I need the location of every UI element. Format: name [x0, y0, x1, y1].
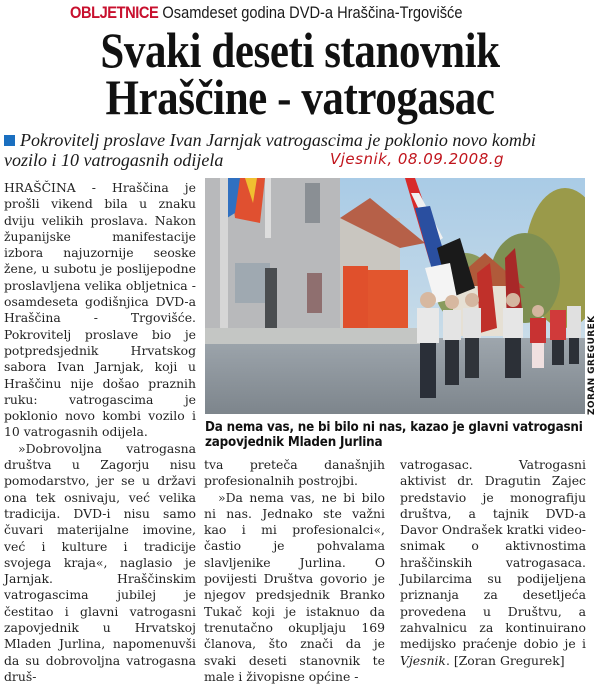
deck-text: Pokrovitelj proslave Ivan Jarnjak vatrogascima je poklonio novo kombi vozilo i 10 vatrogasnih odijela — [4, 130, 536, 170]
photo-credit-text: ZORAN GREGUREK — [587, 315, 597, 415]
section-tag: OBLJETNICE — [70, 3, 159, 22]
article-column-3 — [400, 457, 586, 669]
square-bullet-icon — [4, 135, 15, 146]
article-photo — [205, 178, 585, 414]
photo-credit — [585, 290, 600, 415]
byline: . [Zoran Gregurek] — [445, 652, 565, 668]
headline-line-1: Svaki deseti stanovnik — [100, 22, 500, 78]
article-column-1 — [4, 180, 196, 685]
paragraph — [400, 457, 586, 669]
paragraph: tva preteča današnjih profesionalnih postrojbi. — [204, 457, 385, 489]
road — [205, 338, 585, 414]
paragraph: »Dobrovoljna vatrogasna društva u Zagorju nisu pomodarstvo, jer se u državi ona tek osnivaju, već velika tradicija. DVD-i nisu samo čuvari materijalne imovine, već i kulture i tradicije svojega kraja«, naglasio je Jarnjak. Hraščinskim vatrogascima jubilej je čestitao i glavni vatrogasni zapovjednik u Hrvatskoj Mladen Jurlina, napomenuvši da su dobrovoljna vatrogasna druš- — [4, 440, 196, 684]
headline-line-2: Hraščine - vatrogasac — [105, 69, 495, 125]
sidewalk — [205, 328, 425, 344]
section-kicker — [70, 2, 483, 24]
paragraph: »Da nema vas, ne bi bilo ni nas. Jednako ste važni kao i mi profesionalci«, častio je pohvalama slavljenike Jurlina. O povijesti Društva govorio je njegov predsjednik Branko Tukač koji je istaknuo da trenutačno okupljaju 169 članova, što znači da je svaki deseti stanovnik te male i živopisne općine - — [204, 489, 385, 684]
paragraph-text: vatrogasac. Vatrogasni aktivist dr. Dragutin Zajec predstavio je monografiju društva, a tajnik DVD-a Davor Ondrašek kratki video-snimak o aktivnostima hraščinskih vatrogasaca. Jubilarcima su podijeljena priznanja za desetljeća provedena u Društvu, a zahvalnicu za kontinuirano medijsko praćenje dobio je i — [400, 457, 586, 652]
photo-caption-text: Da nema vas, ne bi bilo ni nas, kazao je glavni vatrogasni zapovjednik Mladen Jurlina — [205, 420, 583, 450]
article-column-2 — [204, 457, 385, 685]
photo-illustration — [205, 178, 585, 414]
source-stamp: Vjesnik, 08.09.2008.g — [330, 150, 505, 168]
publication-name: Vjesnik — [400, 652, 446, 668]
kicker-text: Osamdeset godina DVD-a Hraščina-Trgovišće — [162, 3, 463, 22]
photo-caption — [205, 420, 590, 450]
paragraph: HRAŠČINA - Hraščina je prošli vikend bila u znaku dviju velikih proslava. Nakon županijske manifestacije izbora najuzornije seoske žene, u subotu je poslijepodne proslavljena velika obljetnica - osamdeseta godišnjica DVD-a Hraščina - Trgovišće. Pokrovitelj proslave bio je potpredsjednik Hrvatskog sabora Ivan Jarnjak, koji u Hraščinu nije došao praznih ruku: vatrogascima je poklonio novo kombi vozilo i 10 vatrogasnih odijela. — [4, 180, 196, 440]
